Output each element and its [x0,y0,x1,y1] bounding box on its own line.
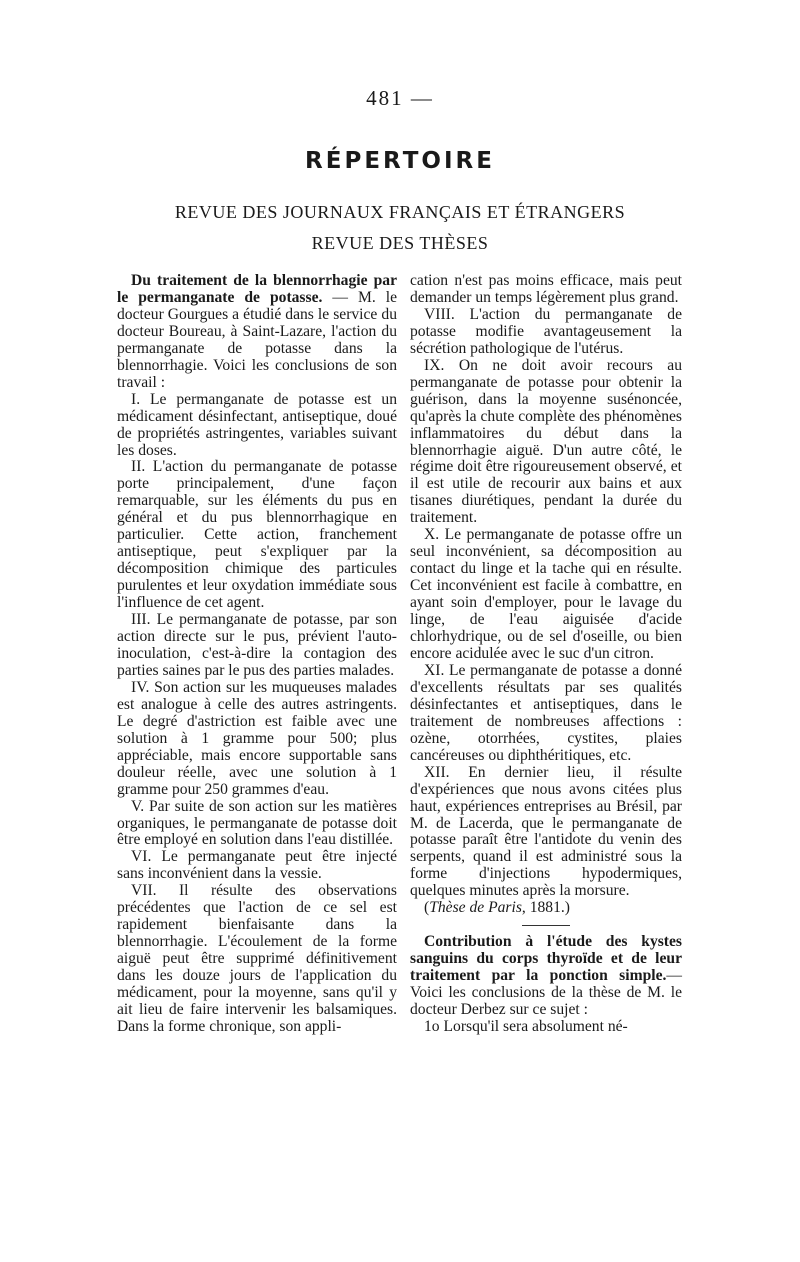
article-2-intro: —Voici les conclusions de la thèse de M. le docteur Derbez sur ce sujet : [410,967,682,1019]
subtitle-journals: REVUE DES JOURNAUX FRANÇAIS ET ÉTRANGERS [174,202,626,222]
left-column [117,273,397,1036]
article-2-conclusion-1: 1o Lorsqu'il sera absolument né- [424,1017,628,1035]
divider [522,925,570,926]
article-heading: Du traitement de la blennorrhagie par le permanganate de potasse. [117,272,397,306]
right-column [410,273,682,1036]
page-number: 481 — [366,86,434,110]
article-2-heading: Contribution à l'étude des kystes sanguins du corps thyroïde et de leur traitement par la ponction simple. [410,933,682,985]
conclusion-2: II. L'action du permanganate de potasse porte principalement, d'une façon remarquable, sur les éléments du pus en général et du pus blennorrhagique en particulier. Cette action, franchement antiseptique, peut s'expliquer par la décomposition chimique des particules purulentes et leur oxydation immédiate sous l'influence de cet agent. [117,458,397,612]
conclusion-8: VIII. L'action du permanganate de potasse modifie avantageusement la sécrétion pathologique de l'utérus. [410,305,682,357]
article-intro: — M. le docteur Gourgues a étudié dans le service du docteur Boureau, à Saint-Lazare, l'action du permanganate de potasse dans la blennorrhagie. Voici les conclusions de son travail : [117,288,397,391]
conclusion-1: I. Le permanganate de potasse est un médicament désinfectant, antiseptique, doué de propriétés astringentes, variables suivant les doses. [117,390,397,459]
citation-open: ( [424,899,430,917]
conclusion-6: VI. Le permanganate peut être injecté sans inconvénient dans la vessie. [117,848,397,883]
conclusion-4: IV. Son action sur les muqueuses malades est analogue à celle des autres astringents. Le degré d'astriction est faible avec une solution à 1 gramme pour 500; plus appréciable, mais encore supportable sans douleur réelle, avec une solution à 1 gramme pour 250 grammes d'eau. [117,678,397,798]
article-intro-paragraph [117,273,397,392]
conclusion-9: IX. On ne doit avoir recours au permanganate de potasse pour obtenir la guérison, dans la moyenne susénoncée, qu'après la chute complète des phénomènes inflammatoires du début dans la blennorrhagie aiguë. D'un autre côté, le régime doit être rigoureusement observé, et il est utile de recourir aux bains et aux tisanes diurétiques, pendant la durée du traitement. [410,356,682,527]
subtitle-theses: REVUE DES THÈSES [311,233,489,253]
conclusion-5: V. Par suite de son action sur les matières organiques, le permanganate de potasse doit être employé en solution dans l'eau distillée. [117,797,397,849]
article-2-intro-paragraph [410,934,682,1019]
citation-source: Thèse de Paris [429,899,522,917]
conclusion-3: III. Le permanganate de potasse, par son action directe sur le pus, prévient l'auto-inoculation, c'est-à-dire la contagion des parties saines par le pus des parties malades. [117,611,397,679]
conclusion-10: X. Le permanganate de potasse offre un seul inconvénient, sa décomposition au contact du linge et la tache qui en résulte. Cet inconvénient est facile à combattre, en ayant soin d'employer, pour le lavage du linge, de l'eau aiguisée d'acide chlorhydrique, ou de sel d'oseille, ou bien encore acidulée avec le suc d'un citron. [410,526,682,662]
section-title: RÉPERTOIRE [305,148,495,174]
conclusion-12: XII. En dernier lieu, il résulte d'expériences que nous avons citées plus haut, expériences entreprises au Brésil, par M. de Lacerda, que le permanganate de potasse paraît être l'antidote du venin des serpents, quand il est administré sous la forme d'injections hypodermiques, quelques minutes après la morsure. [410,763,682,900]
conclusion-7-end: cation n'est pas moins efficace, mais peut demander un temps légèrement plus grand. [410,272,682,306]
citation-close: , 1881.) [521,899,570,917]
conclusion-11: XI. Le permanganate de potasse a donné d'excellents résultats par ses qualités désinfectantes et antiseptiques, dans le traitement de nombreuses affections : ozène, otorrhées, cystites, plaies cancéreuses ou diphthéritiques, etc. [410,661,682,764]
conclusion-7-start: VII. Il résulte des observations précédentes que l'action de ce sel est rapidement bienfaisante dans la blennorrhagie. L'écoulement de la forme aiguë peut être supprimé définitivement dans les douze jours de l'application du médicament, pour la moyenne, sans qu'il y ait lieu de faire intervenir les balsamiques. Dans la forme chronique, son appli- [117,882,397,1035]
citation [410,900,682,917]
